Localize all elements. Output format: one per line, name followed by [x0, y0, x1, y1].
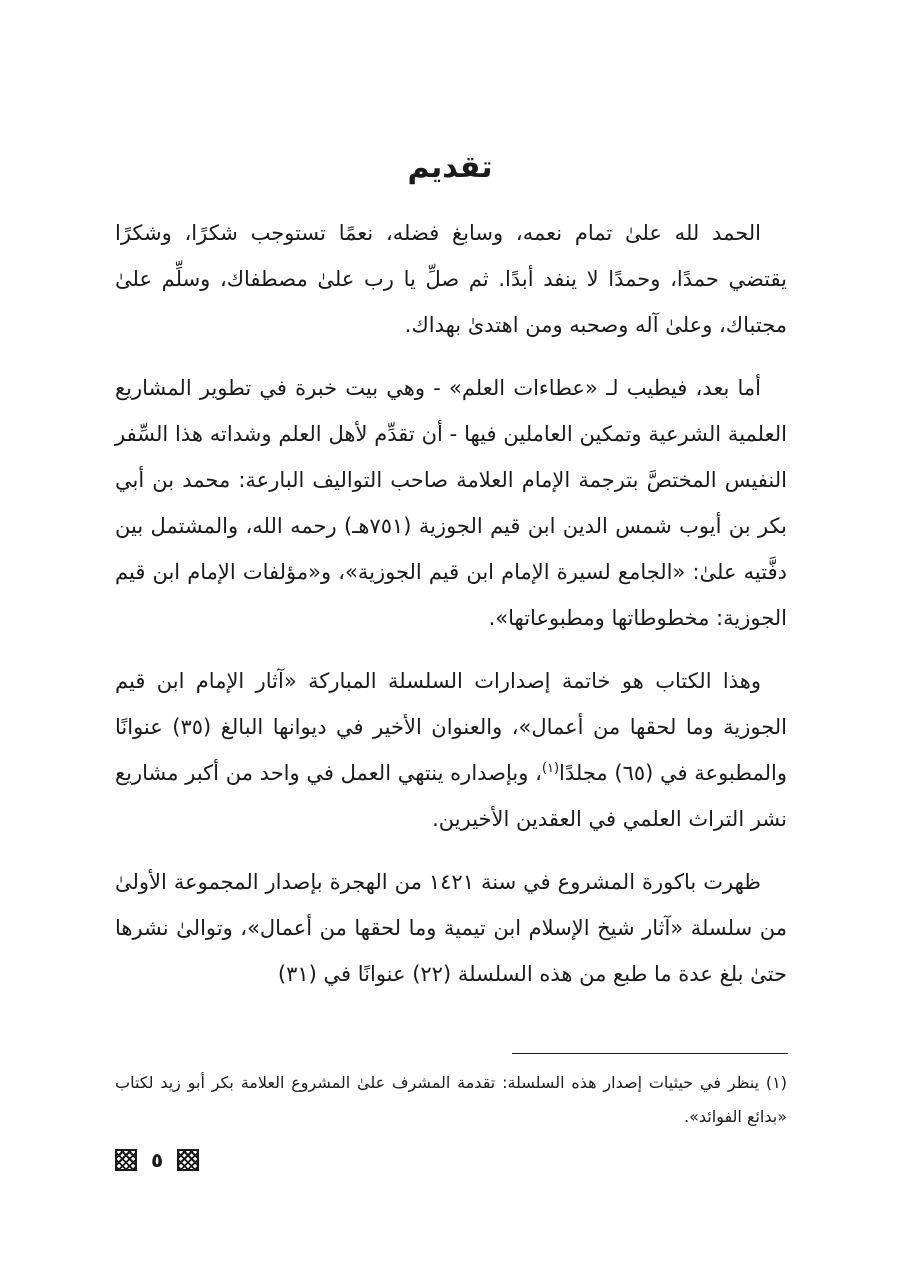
paragraph-series-completion	[115, 658, 787, 842]
footnote-divider	[512, 1053, 788, 1054]
body-text	[115, 210, 787, 1014]
checkered-ornament-icon	[177, 1149, 199, 1171]
footnote-marker: (١)	[765, 1073, 787, 1092]
page-number: ٥	[151, 1148, 164, 1172]
paragraph-project-history: ظهرت باكورة المشروع في سنة ١٤٢١ من الهجرة بإصدار المجموعة الأولىٰ من سلسلة «آثار شيخ الإسلام ابن تيمية وما لحقها من أعمال»، وتوالىٰ نشرها حتىٰ بلغ عدة ما طبع من هذه السلسلة (٢٢) عنوانًا في (٣١)	[115, 870, 787, 986]
page-footer	[115, 1146, 199, 1174]
footnote-text-block	[115, 1066, 787, 1134]
paragraph-praise: الحمد لله علىٰ تمام نعمه، وسابغ فضله، نعمًا تستوجب شكرًا، وشكرًا يقتضي حمدًا، وحمدًا لا ينفد أبدًا. ثم صلِّ يا رب علىٰ مصطفاك، وسلِّم علىٰ مجتباك، وعلىٰ آله وصحبه ومن اهتدىٰ بهداك.	[115, 221, 787, 337]
page-title: تقديم	[407, 150, 493, 185]
paragraph-introduction: أما بعد، فيطيب لـ «عطاءات العلم» - وهي بيت خبرة في تطوير المشاريع العلمية الشرعية وتمكين العاملين فيها - أن تقدِّم لأهل العلم وشداته هذا السِّفر النفيس المختصَّ بترجمة الإمام العلامة صاحب التواليف البارعة: محمد بن أبي بكر بن أيوب شمس الدين ابن قيم الجوزية (٧٥١هـ) رحمه الله، والمشتمل بين دفَّتيه علىٰ: «الجامع لسيرة الإمام ابن قيم الجوزية»، و«مؤلفات الإمام ابن قيم الجوزية: مخطوطاتها ومطبوعاتها».	[115, 376, 788, 630]
series-text: وهذا الكتاب هو خاتمة إصدارات السلسلة المباركة «آثار الإمام ابن قيم الجوزية وما لحقها من أعمال»، والعنوان الأخير في ديوانها البالغ (٣٥) عنوانًا والمطبوعة في (٦٥) مجلدًا	[115, 669, 788, 785]
checkered-ornament-icon	[115, 1149, 137, 1171]
series-text-continued: ، وبإصداره ينتهي العمل في واحد من أكبر مشاريع نشر التراث العلمي في العقدين الأخيرين.	[115, 761, 787, 831]
footnote	[115, 1066, 787, 1134]
footnote-text: ينظر في حيثيات إصدار هذه السلسلة: تقدمة المشرف علىٰ المشروع العلامة بكر أبو زيد لكتاب «بدائع الفوائد».	[115, 1073, 787, 1126]
footnote-reference[interactable]: (١)	[541, 761, 560, 776]
